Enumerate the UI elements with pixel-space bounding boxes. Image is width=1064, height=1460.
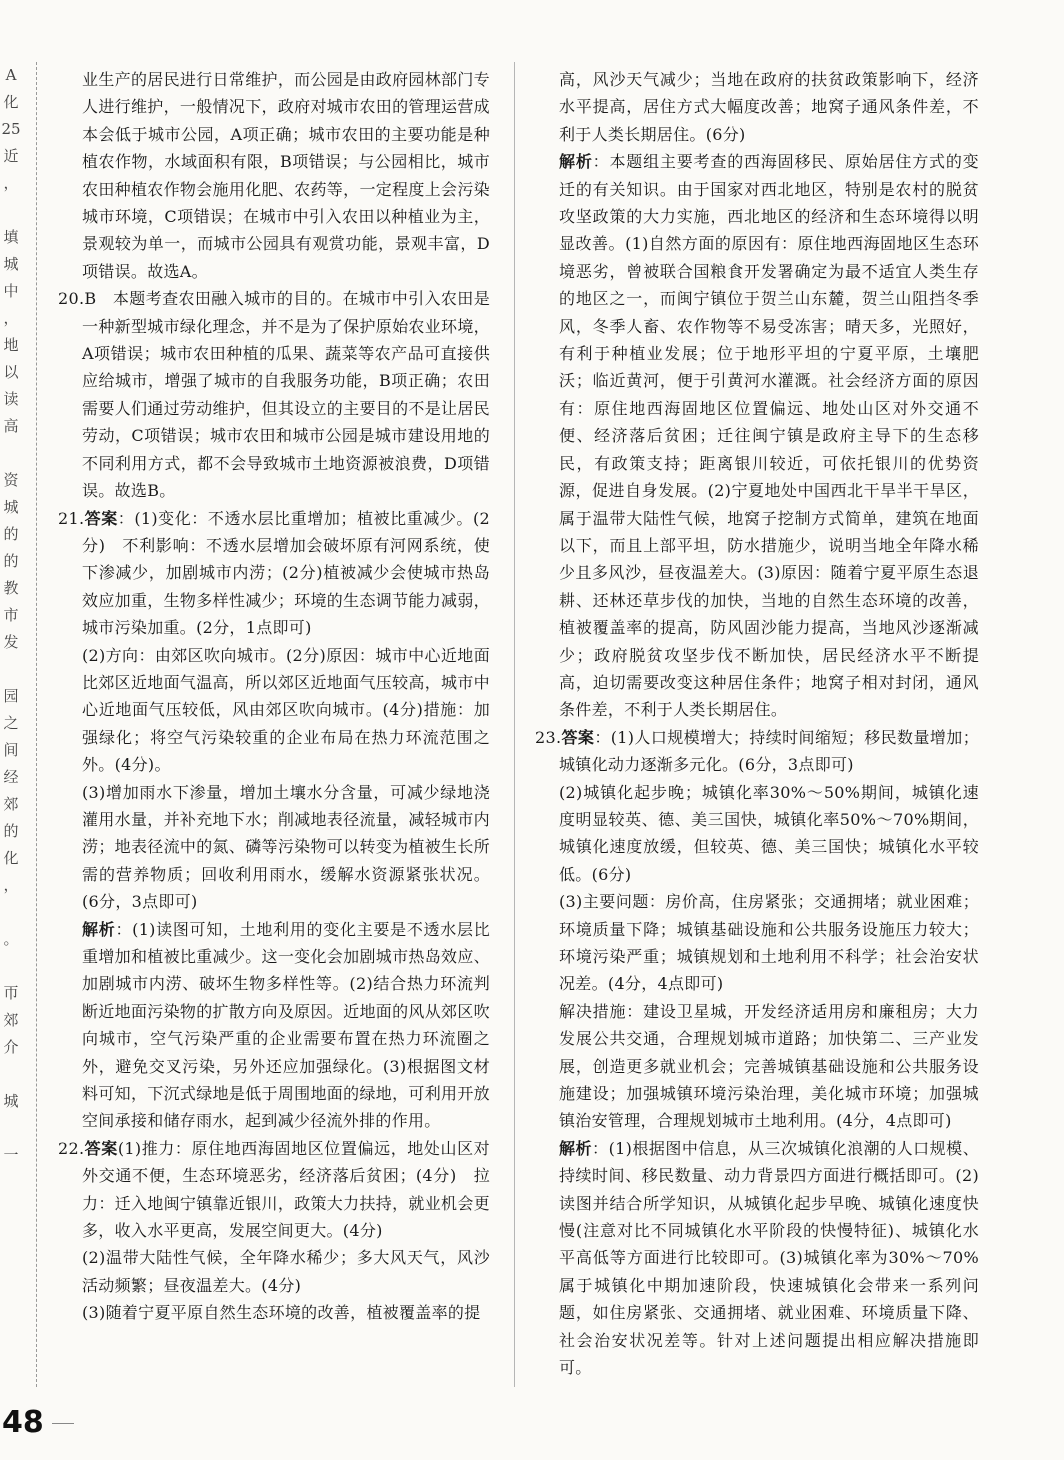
margin-fragment: 经 [3,768,19,786]
paragraph-text: ：(1)变化：不透水层比重增加；植被比重减少。(2分) 不利影响：不透水层增加会破坏原有河网系统，使下渗减少，加剧城市内涝；(2分)植被减少会使城市热岛效应加重，生物多样性减少；环境的生态调节能力减弱，城市污染加重。(2分，1点即可) [82,508,490,638]
answer-paragraph [58,642,490,779]
margin-fragment [0,1223,22,1250]
left-column [58,66,490,1327]
margin-fragment [0,899,22,926]
margin-fragment: 高 [3,417,19,435]
answer-paragraph [535,998,979,1135]
margin-fragment: ， [3,309,19,327]
answer-paragraph [535,1135,979,1382]
margin-fragment: 地 [3,336,19,354]
margin-fragment: 读 [3,390,19,408]
answer-paragraph [58,285,490,504]
margin-fragment: ， [3,174,19,192]
answer-paragraph [58,1244,490,1299]
question-number: 23. [535,727,562,747]
margin-fragment [0,1115,22,1142]
paragraph-text: 高，风沙天气减少；当地在政府的扶贫政策影响下，经济水平提高，居住方式大幅度改善；地窝子通风条件差，不利于人类长期居住。(6分) [559,70,979,144]
paragraph-text: 业生产的居民进行日常维护，而公园是由政府园林部门专人进行维护，一般情况下，政府对城市农田的管理运营成本会低于城市公园，A项正确；城市农田的主要功能是种植农作物，水域面积有限，B项错误；与公园相比，城市农田种植农作物会施用化肥、农药等，一定程度上会污染城市环境，C项错误；在城市中引入农田以种植业为主，景观较为单一，而城市公园具有观赏功能，景观丰富，D项错误。故选A。 [82,70,490,281]
answer-paragraph [535,724,979,779]
answer-paragraph [58,916,490,1135]
margin-fragment: 以 [3,363,19,381]
paragraph-text: 解决措施：建设卫星城，开发经济适用房和廉租房；大力发展公共交通，合理规划城市道路；加快第二、三产业发展，创造更多就业机会；完善城镇基础设施和公共服务设施建设；加强城镇环境污染治理，美化城市环境；加强城镇治安管理，合理规划城市土地利用。(4分，4点即可) [559,1001,979,1131]
margin-fragment: 的 [3,822,19,840]
paragraph-text: (2)温带大陆性气候，全年降水稀少；多大风天气，风沙活动频繁；昼夜温差大。(4分) [82,1248,490,1295]
answer-paragraph [535,888,979,998]
margin-fragment [0,1250,22,1277]
margin-fragment: 郊 [3,795,19,813]
margin-fragment: ， [3,876,19,894]
margin-fragment: 城 [3,498,19,516]
paragraph-text: 20.B 本题考查农田融入城市的目的。在城市中引入农田是一种新型城市绿化理念，并不是为了保护原始农业环境，A项错误；城市农田种植的瓜果、蔬菜等农产品可直接供应给城市，增强了城市的自我服务功能，B项正确；农田需要人们通过劳动维护，但其设立的主要目的不是让居民劳动，C项错误；城市农田和城市公园是城市建设用地的不同利用方式，都不会导致城市土地资源被浪费，D项错误。故选B。 [58,289,490,501]
answer-paragraph [58,66,490,285]
margin-fragment: 发 [3,633,19,651]
question-number: 22. [58,1138,85,1158]
margin-fragment [0,1169,22,1196]
paragraph-text: (2)城镇化起步晚；城镇化率30%～50%期间，城镇化速度明显较英、德、美三国快，城镇化率50%～70%期间，城镇化速度放缓，但较英、德、美三国快；城镇化水平较低。(6分) [559,782,979,884]
margin-fragment [0,1304,22,1331]
margin-fragment: 化 [3,849,19,867]
margin-fragment: 城 [3,255,19,273]
paragraph-text: (3)增加雨水下渗量，增加土壤水分含量，可减少绿地浇灌用水量，并补充地下水；削减地表径流量，减轻城市内涝；地表径流中的氮、磷等污染物可以转变为植被生长所需的营养物质；回收利用雨水，缓解水资源紧张状况。(6分，3点即可) [82,782,490,912]
paragraph-text: ：(1)人口规模增大；持续时间缩短；移民数量增加；城镇化动力逐渐多元化。(6分，3点即可) [559,727,979,775]
margin-fragment: 郊 [3,1011,19,1029]
answer-paragraph [535,66,979,148]
keyword-label: 解析 [82,919,116,939]
paragraph-text: ：(1)读图可知，土地利用的变化主要是不透水层比重增加和植被比重减少。这一变化会加剧城市热岛效应、加剧城市内涝、破坏生物多样性等。(2)结合热力环流判断近地面污染物的扩散方向及原因。近地面的风从郊区吹向城市，空气污染严重的企业需要布置在热力环流圈之外，避免交叉污染，另外还应加强绿化。(3)根据图文材料可知，下沉式绿地是低于周围地面的绿地，可利用开放空间承接和储存雨水，起到减少径流外排的作用。 [82,919,490,1131]
margin-fragment: 的 [3,552,19,570]
paragraph-text: (2)方向：由郊区吹向城市。(2分)原因：城市中心近地面比郊区近地面气温高，所以郊区近地面气压较高，城市中心近地面气压较低，风由郊区吹向城市。(4分)措施：加强绿化；将空气污染较重的企业布局在热力环流范围之外。(4分)。 [82,645,490,775]
margin-fragment: 。 [3,930,19,948]
column-divider [514,62,515,1387]
margin-fragment: A [5,66,17,84]
paragraph-text: (1)推力：原住地西海固地区位置偏远，地处山区对外交通不便，生态环境恶劣，经济落后贫困；(4分) 拉力：迁入地闽宁镇靠近银川，政策大力扶持，就业机会更多，收入水平更高，发展空间更大。(4分) [82,1138,490,1241]
keyword-label: 答案 [84,1138,118,1158]
margin-fragment: 园 [3,687,19,705]
margin-fragment: 一 [3,1146,19,1164]
keyword-label: 答案 [561,727,595,747]
right-column [535,66,979,1382]
margin-fragment: 介 [3,1038,19,1056]
cut-line-divider [36,62,37,1387]
margin-fragment: 市 [3,606,19,624]
margin-fragment: 间 [3,741,19,759]
margin-fragment [0,1196,22,1223]
margin-fragment: 中 [3,282,19,300]
margin-fragment: 的 [3,525,19,543]
question-number: 21. [58,508,85,528]
margin-fragment [0,1061,22,1088]
margin-fragment: 25 [1,120,21,138]
margin-fragment [0,953,22,980]
margin-fragment: 城 [3,1092,19,1110]
margin-fragment: 资 [3,471,19,489]
paragraph-text: ：本题组主要考查的西海固移民、原始居住方式的变迁的有关知识。由于国家对西北地区，特别是农村的脱贫攻坚政策的大力实施，西北地区的经济和生态环境得以明显改善。(1)自然方面的原因有：原住地西海固地区生态环境恶劣，曾被联合国粮食开发署确定为最不适宜人类生存的地区之一，而闽宁镇位于贺兰山东麓，贺兰山阻挡冬季风，冬季人畜、农作物等不易受冻害；晴天多，光照好，有利于种植业发展；位于地形平坦的宁夏平原，土壤肥沃；临近黄河，便于引黄河水灌溉。社会经济方面的原因有：原住地西海固地区位置偏远、地处山区对外交通不便、经济落后贫困；迁往闽宁镇是政府主导下的生态移民，有政策支持；距离银川较近，可依托银川的优势资源，促进自身发展。(2)宁夏地处中国西北干旱半干旱区，属于温带大陆性气候，地窝子挖制方式简单，建筑在地面以下，而且上部平坦，防水措施少，说明当地全年降水稀少且多风沙，昼夜温差大。(3)原因：随着宁夏平原生态退耕、还林还草步伐的加快，当地的自然生态环境的改善，植被覆盖率的提高，防风固沙能力提高，当地风沙逐渐减少；政府脱贫攻坚步伐不断加快，居民经济水平不断提高，迫切需要改变这种居住条件；地窝子相对封闭，通风条件差，不利于人类长期居住。 [559,152,979,720]
margin-fragment: 填 [3,228,19,246]
answer-paragraph [58,1135,490,1245]
cropped-left-margin-text [0,62,22,1392]
margin-fragment [0,1358,22,1385]
margin-fragment: 教 [3,579,19,597]
paragraph-text: (3)主要问题：房价高，住房紧张；交通拥堵；就业困难；环境质量下降；城镇基础设施和公共服务设施压力较大；环境污染严重；城镇规划和土地利用不科学；社会治安状况差。(4分，4点即可) [559,892,979,994]
paragraph-text: (3)随着宁夏平原自然生态环境的改善，植被覆盖率的提 [82,1303,481,1323]
margin-fragment [0,1277,22,1304]
paragraph-text: ：(1)根据图中信息，从三次城镇化浪潮的人口规模、持续时间、移民数量、动力背景四方面进行概括即可。(2)读图并结合所学知识，从城镇化起步早晚、城镇化速度快慢(注意对比不同城镇化水平阶段的快慢特征)、城镇化水平高低等方面进行比较即可。(3)城镇化率为30%～70%属于城镇化中期加速阶段，快速城镇化会带来一系列问题，如住房紧张、交通拥堵、就业困难、环境质量下降、社会治安状况差等。针对上述问题提出相应解决措施即可。 [559,1138,979,1378]
answer-paragraph [535,148,979,724]
answer-paragraph [535,779,979,889]
margin-fragment: 之 [3,714,19,732]
margin-fragment [0,197,22,224]
keyword-label: 解析 [559,152,593,172]
keyword-label: 答案 [84,508,118,528]
margin-fragment [0,440,22,467]
margin-fragment [0,1331,22,1358]
answer-paragraph [58,1299,490,1326]
margin-fragment: 帀 [3,984,19,1002]
answer-paragraph [58,779,490,916]
answer-paragraph [58,505,490,642]
page-number-rule [52,1423,74,1424]
margin-fragment: 近 [3,147,19,165]
keyword-label: 解析 [559,1138,593,1158]
page-number: 48 [2,1405,44,1440]
margin-fragment: 化 [3,93,19,111]
margin-fragment [0,656,22,683]
